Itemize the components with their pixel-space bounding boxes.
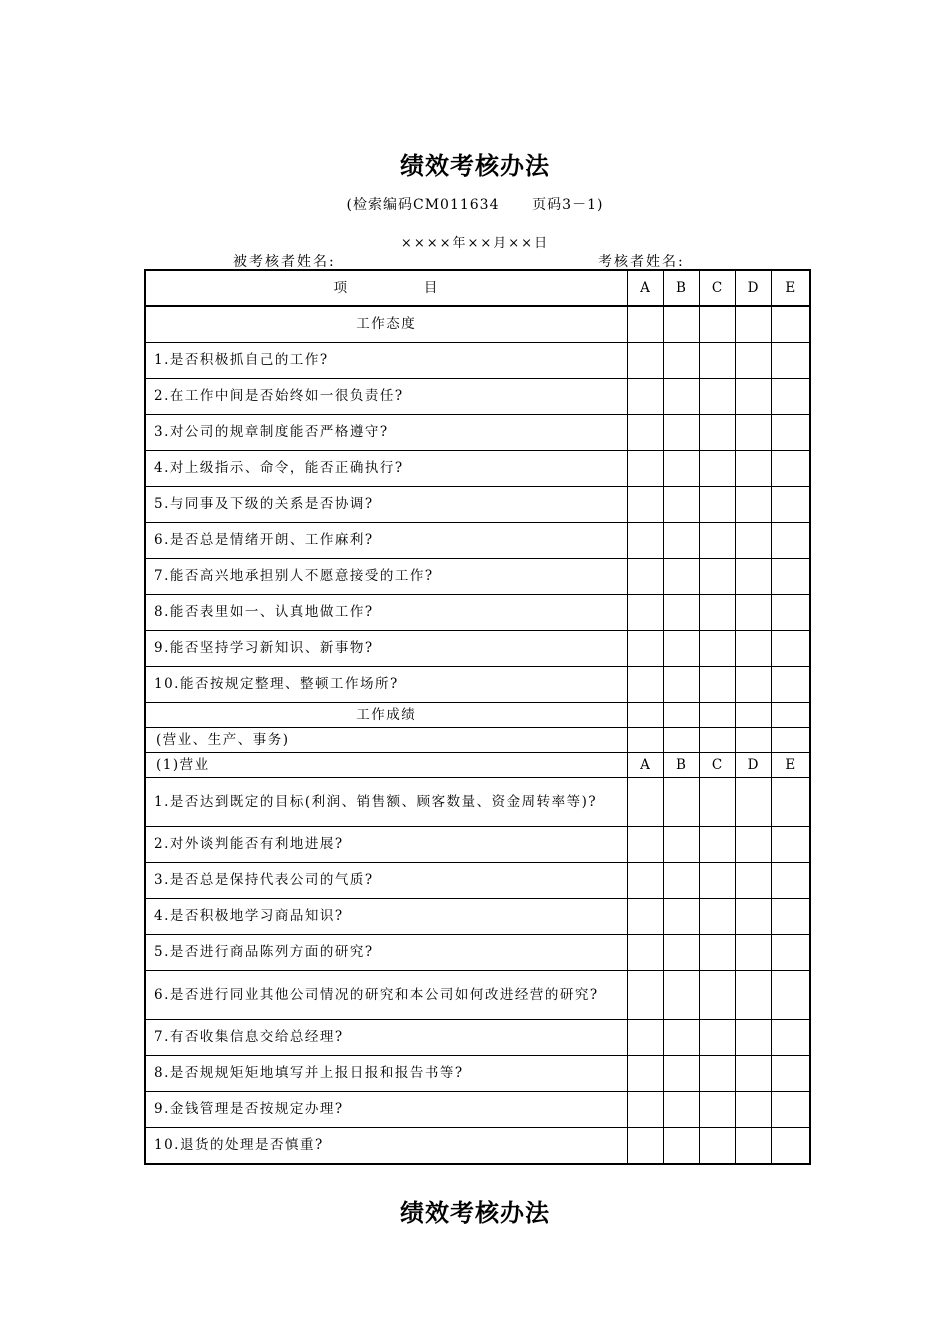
grade-cell[interactable] [735, 703, 771, 728]
grade-d-label: D [735, 753, 771, 778]
table-row [145, 971, 810, 1020]
grade-c-label: C [699, 753, 735, 778]
table-row [145, 1092, 810, 1128]
item-text: 10.退货的处理是否慎重? [145, 1128, 627, 1165]
evaluatee-name-label: 被考核者姓名: [233, 254, 336, 270]
table-row [145, 1056, 810, 1092]
grade-cell[interactable] [771, 451, 810, 487]
grade-cell[interactable] [663, 523, 699, 559]
section-title-work-attitude: 工作态度 [145, 306, 627, 343]
item-text: 1.是否积极抓自己的工作? [145, 343, 627, 379]
grade-cell[interactable] [627, 523, 663, 559]
grade-cell[interactable] [699, 1092, 735, 1128]
grade-cell[interactable] [699, 703, 735, 728]
grade-cell[interactable] [735, 827, 771, 863]
table-row [145, 523, 810, 559]
grade-cell[interactable] [627, 778, 663, 827]
grade-cell[interactable] [771, 971, 810, 1020]
grade-cell[interactable] [699, 863, 735, 899]
grade-cell[interactable] [735, 1128, 771, 1165]
grade-cell[interactable] [735, 523, 771, 559]
grade-cell[interactable] [627, 703, 663, 728]
grade-cell[interactable] [735, 415, 771, 451]
grade-cell[interactable] [663, 703, 699, 728]
grade-b-label: B [663, 753, 699, 778]
grade-cell[interactable] [735, 595, 771, 631]
item-text: 4.是否积极地学习商品知识? [145, 899, 627, 935]
grade-cell[interactable] [699, 899, 735, 935]
item-text: 7.能否高兴地承担别人不愿意接受的工作? [145, 559, 627, 595]
table-row [145, 595, 810, 631]
grade-cell[interactable] [627, 827, 663, 863]
table-row [145, 631, 810, 667]
date-line: ××××年××月××日 [400, 236, 550, 251]
grade-cell[interactable] [771, 523, 810, 559]
grade-cell[interactable] [735, 863, 771, 899]
grade-cell[interactable] [699, 379, 735, 415]
section-title-row [145, 306, 810, 343]
grade-cell[interactable] [699, 343, 735, 379]
item-text: 8.是否规规矩矩地填写并上报日报和报告书等? [145, 1056, 627, 1092]
item-text: 10.能否按规定整理、整顿工作场所? [145, 667, 627, 703]
grade-cell[interactable] [663, 827, 699, 863]
grade-cell[interactable] [627, 415, 663, 451]
grade-cell[interactable] [771, 595, 810, 631]
grade-a-header: A [627, 270, 663, 306]
table-row [145, 559, 810, 595]
table-row [145, 379, 810, 415]
grade-cell[interactable] [771, 863, 810, 899]
grade-cell[interactable] [699, 971, 735, 1020]
grade-cell[interactable] [771, 306, 810, 343]
grade-cell[interactable] [699, 559, 735, 595]
grade-cell[interactable] [663, 971, 699, 1020]
grade-cell[interactable] [699, 667, 735, 703]
grade-cell[interactable] [627, 863, 663, 899]
grade-d-header: D [735, 270, 771, 306]
grade-cell[interactable] [699, 487, 735, 523]
grade-cell[interactable] [663, 1128, 699, 1165]
page-title: 绩效考核办法 [400, 152, 550, 180]
item-text: 3.是否总是保持代表公司的气质? [145, 863, 627, 899]
grade-cell[interactable] [699, 1020, 735, 1056]
grade-cell[interactable] [699, 451, 735, 487]
grade-cell[interactable] [771, 1092, 810, 1128]
grade-cell[interactable] [771, 487, 810, 523]
grade-cell[interactable] [627, 306, 663, 343]
item-text: 4.对上级指示、命令，能否正确执行? [145, 451, 627, 487]
grade-cell[interactable] [735, 971, 771, 1020]
grade-cell[interactable] [627, 487, 663, 523]
grade-cell[interactable] [627, 1020, 663, 1056]
table-row [145, 415, 810, 451]
grade-cell[interactable] [735, 728, 771, 753]
item-text: 1.是否达到既定的目标(利润、销售额、顾客数量、资金周转率等)? [145, 778, 627, 827]
grade-cell[interactable] [663, 595, 699, 631]
grade-cell[interactable] [735, 1020, 771, 1056]
grade-cell[interactable] [663, 728, 699, 753]
item-text: 9.能否坚持学习新知识、新事物? [145, 631, 627, 667]
grade-cell[interactable] [663, 306, 699, 343]
grade-cell[interactable] [735, 631, 771, 667]
table-row [145, 667, 810, 703]
grade-cell[interactable] [699, 935, 735, 971]
grade-cell[interactable] [771, 778, 810, 827]
grade-cell[interactable] [627, 728, 663, 753]
item-text: 2.对外谈判能否有利地进展? [145, 827, 627, 863]
document-code: (检索编码CM011634 页码3－1) [346, 197, 604, 213]
grade-cell[interactable] [663, 559, 699, 595]
grade-cell[interactable] [699, 728, 735, 753]
page-title-repeat: 绩效考核办法 [400, 1199, 550, 1227]
item-text: 3.对公司的规章制度能否严格遵守? [145, 415, 627, 451]
grade-cell[interactable] [771, 1128, 810, 1165]
item-text: 8.能否表里如一、认真地做工作? [145, 595, 627, 631]
grade-cell[interactable] [663, 343, 699, 379]
grade-cell[interactable] [663, 1020, 699, 1056]
grade-cell[interactable] [771, 935, 810, 971]
grade-cell[interactable] [771, 703, 810, 728]
evaluation-table [144, 269, 811, 1165]
grade-cell[interactable] [735, 935, 771, 971]
grade-cell[interactable] [735, 1092, 771, 1128]
grade-cell[interactable] [699, 1128, 735, 1165]
item-text: 5.是否进行商品陈列方面的研究? [145, 935, 627, 971]
grade-cell[interactable] [699, 595, 735, 631]
grade-cell[interactable] [663, 379, 699, 415]
grade-cell[interactable] [771, 415, 810, 451]
table-row [145, 935, 810, 971]
grade-c-header: C [699, 270, 735, 306]
grade-cell[interactable] [663, 487, 699, 523]
table-row [145, 487, 810, 523]
table-row [145, 451, 810, 487]
grade-cell[interactable] [699, 306, 735, 343]
section-title-row [145, 703, 810, 728]
grade-cell[interactable] [663, 935, 699, 971]
category-label: (营业、生产、事务) [145, 728, 627, 753]
grade-cell[interactable] [627, 899, 663, 935]
grade-cell[interactable] [735, 899, 771, 935]
item-text: 6.是否总是情绪开朗、工作麻利? [145, 523, 627, 559]
grade-cell[interactable] [627, 595, 663, 631]
grade-cell[interactable] [627, 1056, 663, 1092]
grade-e-header: E [771, 270, 810, 306]
grade-cell[interactable] [771, 728, 810, 753]
grade-cell[interactable] [771, 379, 810, 415]
grade-cell[interactable] [627, 379, 663, 415]
grade-cell[interactable] [735, 306, 771, 343]
grade-cell[interactable] [663, 863, 699, 899]
grade-cell[interactable] [735, 559, 771, 595]
item-text: 6.是否进行同业其他公司情况的研究和本公司如何改进经营的研究? [145, 971, 627, 1020]
grade-cell[interactable] [627, 971, 663, 1020]
table-row [145, 1020, 810, 1056]
item-text: 7.有否收集信息交给总经理? [145, 1020, 627, 1056]
grade-cell[interactable] [735, 1056, 771, 1092]
grade-cell[interactable] [735, 778, 771, 827]
table-row [145, 899, 810, 935]
grade-cell[interactable] [699, 523, 735, 559]
evaluator-name-label: 考核者姓名: [598, 254, 685, 270]
grade-cell[interactable] [627, 559, 663, 595]
table-header-row [145, 270, 810, 306]
grade-cell[interactable] [627, 935, 663, 971]
grade-cell[interactable] [663, 1056, 699, 1092]
section-title-work-results: 工作成绩 [145, 703, 627, 728]
grade-cell[interactable] [663, 667, 699, 703]
item-column-header: 项 目 [145, 270, 627, 306]
grade-cell[interactable] [699, 827, 735, 863]
subsection-row [145, 753, 810, 778]
grade-cell[interactable] [663, 1092, 699, 1128]
grade-cell[interactable] [771, 559, 810, 595]
grade-cell[interactable] [627, 451, 663, 487]
table-row [145, 827, 810, 863]
table-row [145, 1128, 810, 1165]
grade-cell[interactable] [663, 778, 699, 827]
grade-cell[interactable] [771, 631, 810, 667]
grade-cell[interactable] [735, 343, 771, 379]
table-row [145, 343, 810, 379]
grade-cell[interactable] [663, 899, 699, 935]
grade-cell[interactable] [627, 343, 663, 379]
grade-cell[interactable] [771, 343, 810, 379]
grade-cell[interactable] [627, 631, 663, 667]
grade-cell[interactable] [735, 451, 771, 487]
grade-cell[interactable] [771, 667, 810, 703]
category-row [145, 728, 810, 753]
grade-cell[interactable] [627, 1092, 663, 1128]
grade-cell[interactable] [735, 667, 771, 703]
grade-cell[interactable] [663, 631, 699, 667]
table-row [145, 863, 810, 899]
grade-cell[interactable] [771, 1020, 810, 1056]
subsection-label-sales: (1)营业 [145, 753, 627, 778]
table-row [145, 778, 810, 827]
grade-cell[interactable] [771, 1056, 810, 1092]
grade-cell[interactable] [699, 415, 735, 451]
grade-cell[interactable] [699, 631, 735, 667]
grade-cell[interactable] [627, 667, 663, 703]
grade-cell[interactable] [663, 451, 699, 487]
item-text: 9.金钱管理是否按规定办理? [145, 1092, 627, 1128]
grade-cell[interactable] [699, 778, 735, 827]
grade-e-label: E [771, 753, 810, 778]
grade-a-label: A [627, 753, 663, 778]
grade-cell[interactable] [735, 487, 771, 523]
item-text: 5.与同事及下级的关系是否协调? [145, 487, 627, 523]
grade-cell[interactable] [771, 827, 810, 863]
grade-cell[interactable] [771, 899, 810, 935]
item-text: 2.在工作中间是否始终如一很负责任? [145, 379, 627, 415]
grade-cell[interactable] [699, 1056, 735, 1092]
grade-cell[interactable] [627, 1128, 663, 1165]
grade-b-header: B [663, 270, 699, 306]
grade-cell[interactable] [735, 379, 771, 415]
grade-cell[interactable] [663, 415, 699, 451]
